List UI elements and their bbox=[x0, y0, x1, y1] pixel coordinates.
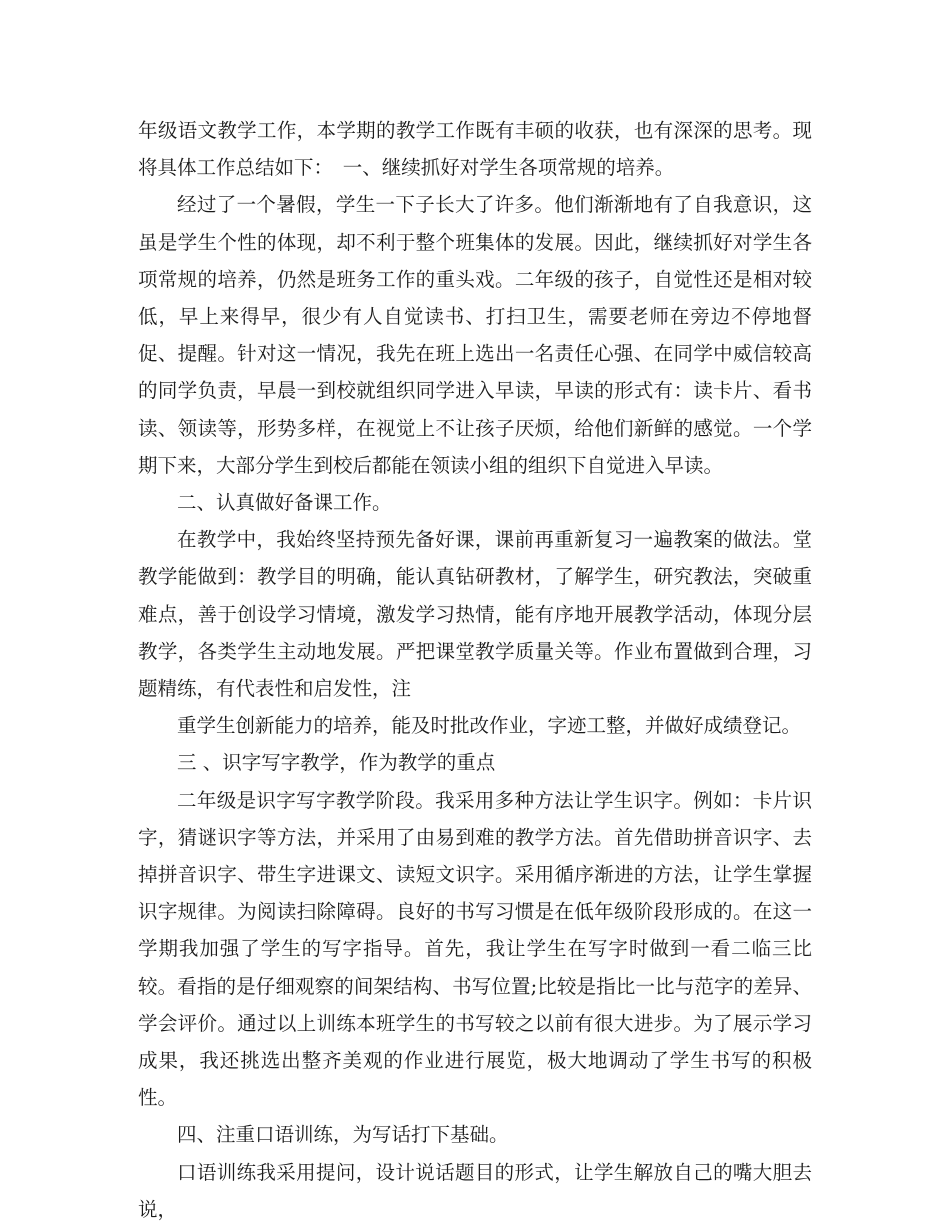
paragraph-lesson-prep: 在教学中，我始终坚持预先备好课，课前再重新复习一遍教案的做法。堂教学能做到：教学目的明确，能认真钻研教材，了解学生，研究教法，突破重难点，善于创设学习情境，激发学习热情，能有序地开展教学活动，体现分层教学，各类学生主动地发展。严把课堂教学质量关等。作业布置做到合理，习题精练，有代表性和启发性，注 bbox=[138, 528, 812, 701]
section-heading-oral: 四、注重口语训练，为写话打下基础。 bbox=[177, 1123, 509, 1147]
section-heading-literacy: 三 、识字写字教学，作为教学的重点 bbox=[177, 751, 496, 775]
document-body bbox=[138, 112, 812, 1228]
paragraph-routine-training: 经过了一个暑假，学生一下子长大了许多。他们渐渐地有了自我意识，这虽是学生个性的体现，却不利于整个班集体的发展。因此，继续抓好对学生各项常规的培养，仍然是班务工作的重头戏。二年级的孩子，自觉性还是相对较低，早上来得早，很少有人自觉读书、打扫卫生，需要老师在旁边不停地督促、提醒。针对这一情况，我先在班上选出一名责任心强、在同学中威信较高的同学负责，早晨一到校就组织同学进入早读，早读的形式有：读卡片、看书读、领读等，形势多样，在视觉上不让孩子厌烦，给他们新鲜的感觉。一个学期下来，大部分学生到校后都能在领读小组的组织下自觉进入早读。 bbox=[138, 193, 812, 477]
paragraph-literacy: 二年级是识字写字教学阶段。我采用多种方法让学生识字。例如：卡片识字，猜谜识字等方法，并采用了由易到难的教学方法。首先借助拼音识字、去掉拼音识字、带生字进课文、读短文识字。采用循序渐进的方法，让学生掌握识字规律。为阅读扫除障碍。良好的书写习惯是在低年级阶段形成的。在这一学期我加强了学生的写字指导。首先，我让学生在写字时做到一看二临三比较。看指的是仔细观察的间架结构、书写位置;比较是指比一比与范字的差异、学会评价。通过以上训练本班学生的书写较之以前有很大进步。为了展示学习成果，我还挑选出整齐美观的作业进行展览，极大地调动了学生书写的积极性。 bbox=[138, 788, 812, 1110]
paragraph-intro: 年级语文教学工作，本学期的教学工作既有丰硕的收获，也有深深的思考。现将具体工作总结如下： 一、继续抓好对学生各项常规的培养。 bbox=[138, 119, 812, 180]
paragraph-lesson-prep-continued: 重学生创新能力的培养，能及时批改作业，字迹工整，并做好成绩登记。 bbox=[177, 714, 802, 738]
section-heading-lesson-prep: 二、认真做好备课工作。 bbox=[177, 491, 392, 515]
paragraph-oral: 口语训练我采用提问，设计说话题目的形式，让学生解放自己的嘴大胆去说， bbox=[138, 1160, 812, 1221]
